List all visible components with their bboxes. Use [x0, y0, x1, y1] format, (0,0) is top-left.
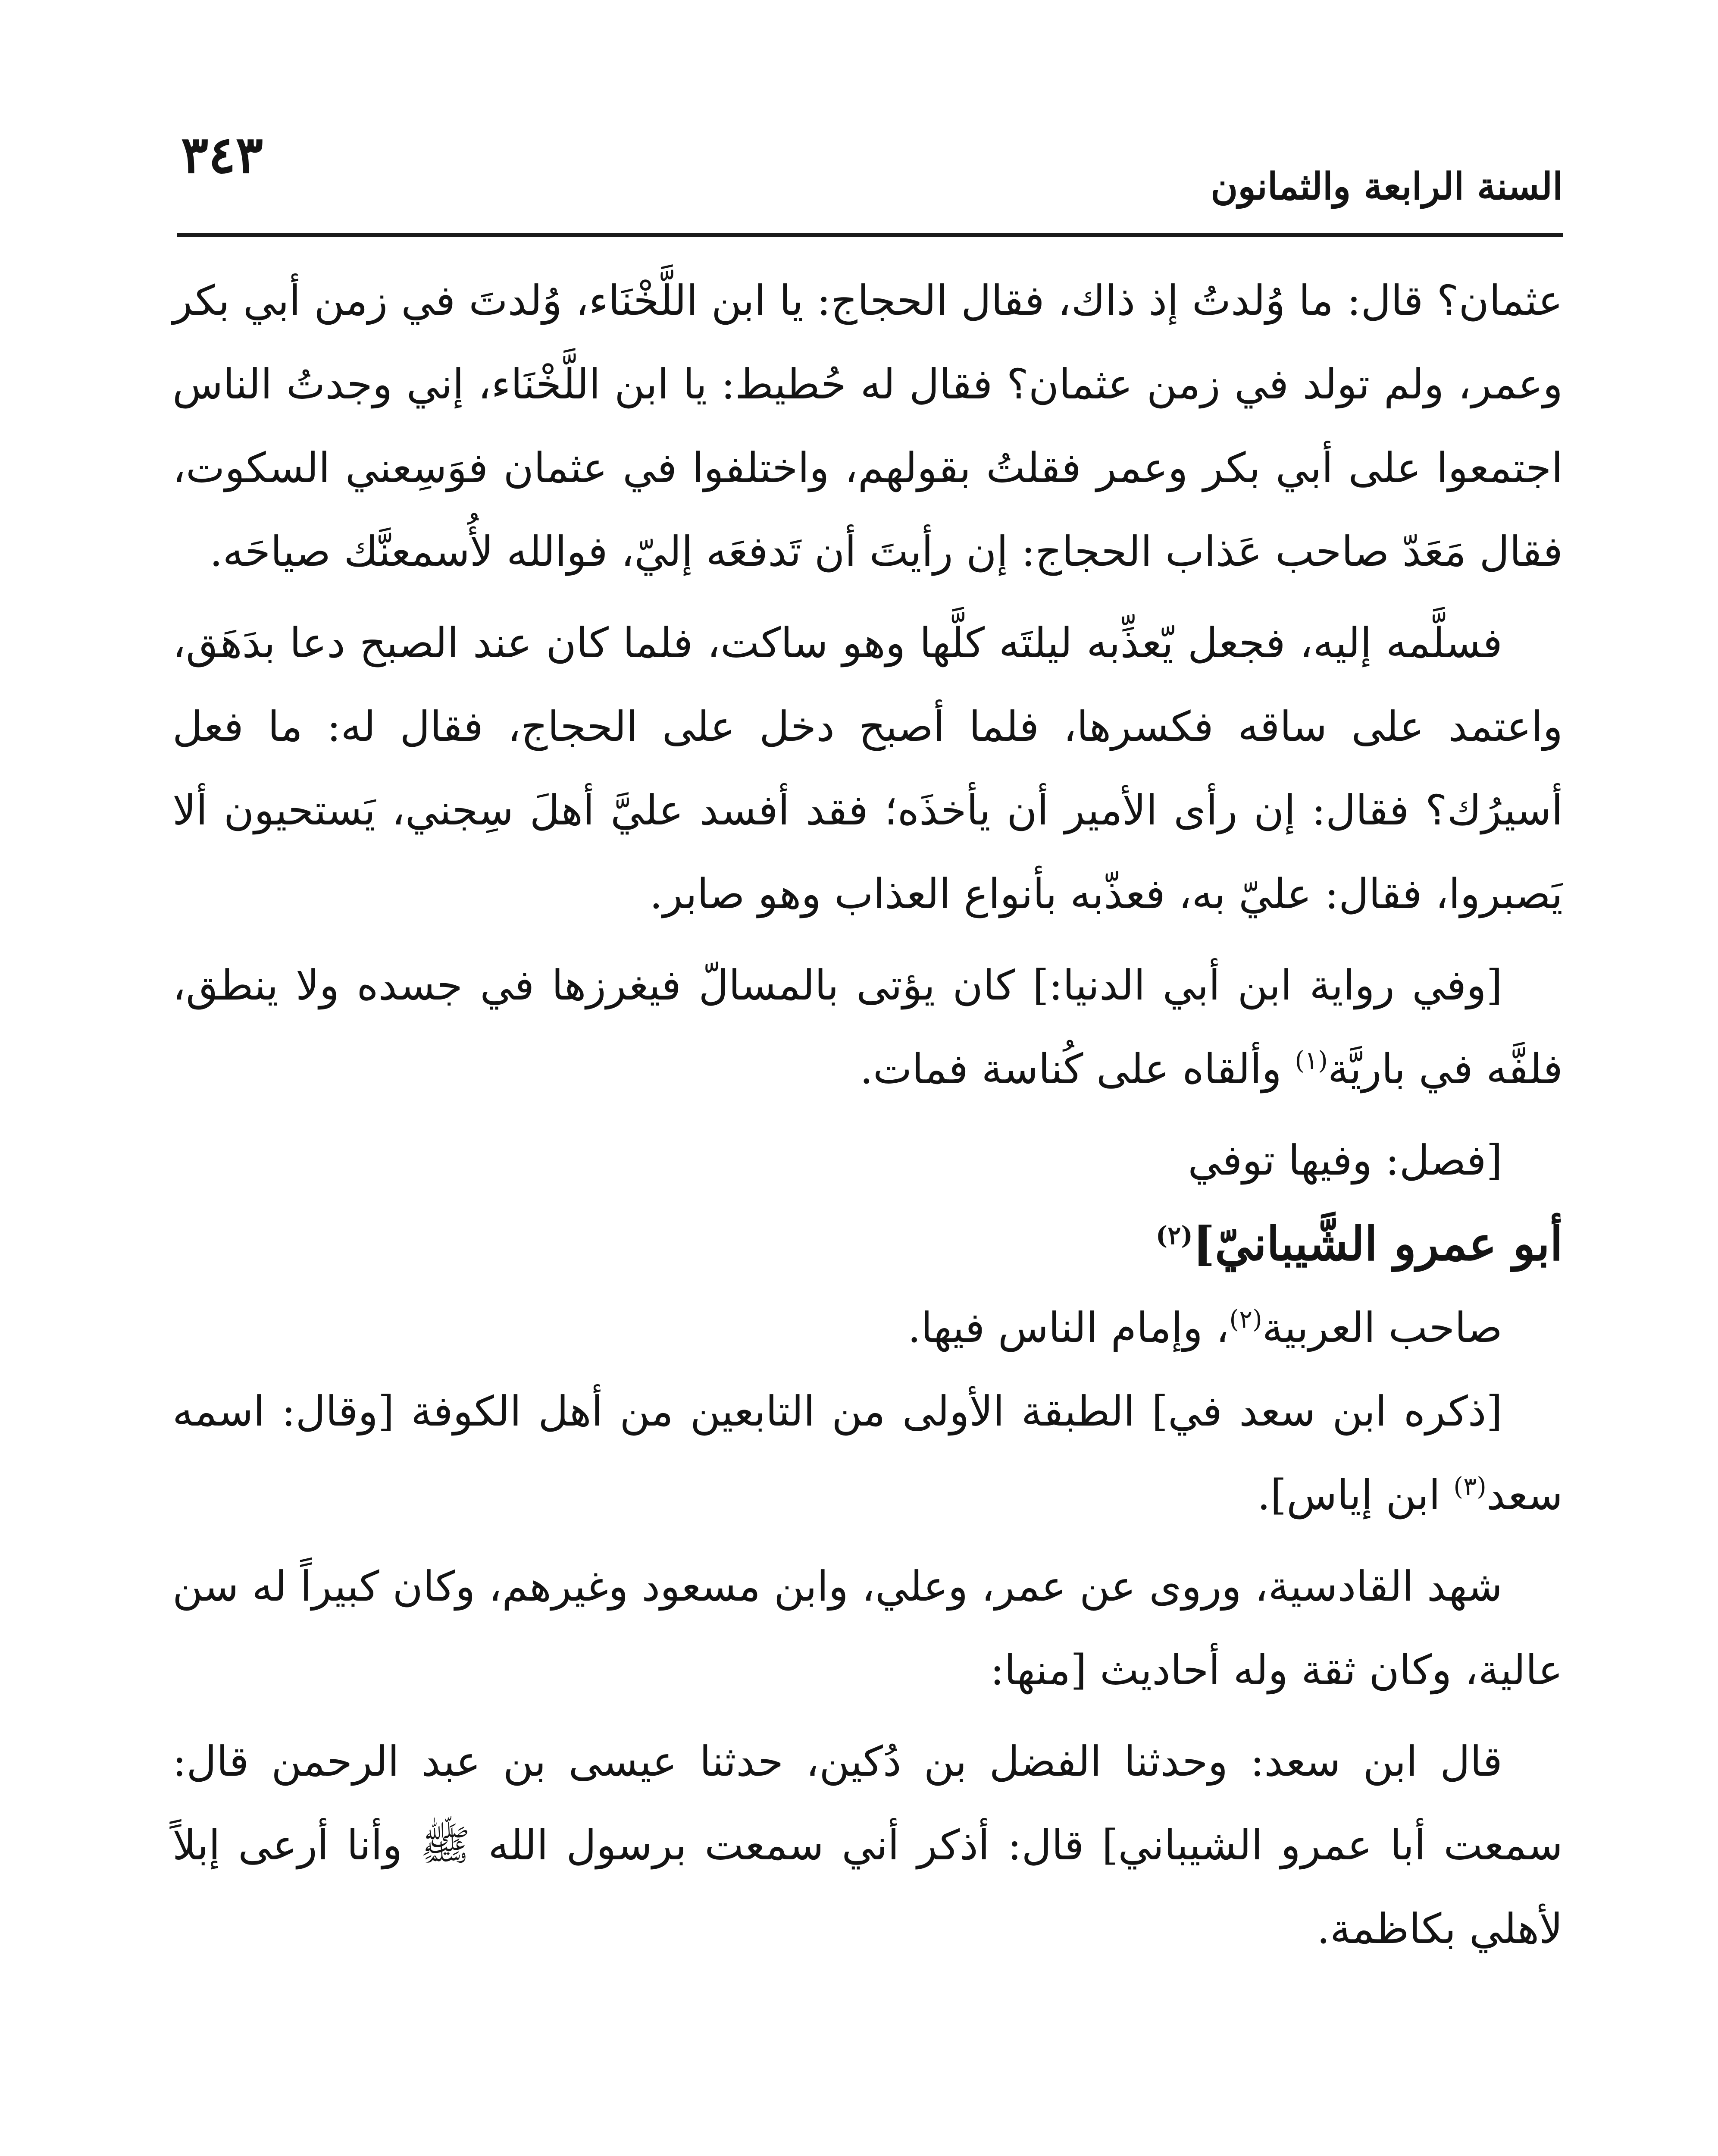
page-number: ٣٤٣: [181, 125, 263, 185]
main-text: [172, 259, 1563, 1971]
paragraph-5: [172, 1286, 1563, 1369]
footnote-ref-1: (١): [1295, 1046, 1328, 1075]
section-title-text: أبو عمرو الشَّيبانيّ]: [1192, 1217, 1563, 1271]
paragraph-3: [172, 943, 1563, 1111]
footnote-ref-3: (٣): [1453, 1472, 1486, 1501]
paragraph-6-text: [ذكره ابن سعد في] الطبقة الأولى من التابعين من أهل الكوفة [وقال: اسمه سعد: [172, 1387, 1563, 1519]
section-title: [172, 1202, 1563, 1286]
running-title: السنة الرابعة والثمانون: [1211, 165, 1563, 208]
paragraph-1: عثمان؟ قال: ما وُلدتُ إذ ذاك، فقال الحجاج: يا ابن اللَّخْنَاء، وُلدتَ في زمن أبي بكر وعمر، ولم تولد في زمن عثمان؟ فقال له حُطيط: يا ابن اللَّخْنَاء، إني وجدتُ الناس اجتمعوا على أبي بكر وعمر فقلتُ بقولهم، واختلفوا في عثمان فوَسِعني السكوت، فقال مَعَدّ صاحب عَذاب الحجاج: إن رأيتَ أن تَدفعَه إليّ، فوالله لأُسمعنَّك صياحَه.: [172, 276, 1563, 576]
paragraph-3-tail: وألقاه على كُناسة فمات.: [860, 1045, 1282, 1093]
paragraph-3-text: [وفي رواية ابن أبي الدنيا:] كان يؤتى بالمسالّ فيغرزها في جسده ولا ينطق، فلفَّه في باريَّة: [172, 961, 1563, 1093]
paragraph-6-tail: ابن إياس].: [1257, 1471, 1440, 1519]
paragraph-6: [172, 1369, 1563, 1537]
paragraph-2: فسلَّمه إليه، فجعل يّعذِّبه ليلتَه كلَّها وهو ساكت، فلما كان عند الصبح دعا بدَهَق، واعتمد على ساقه فكسرها، فلما أصبح دخل على الحجاج، فقال له: ما فعل أسيرُك؟ فقال: إن رأى الأمير أن يأخذَه؛ فقد أفسد عليَّ أهلَ سِجني، يَستحيون ألا يَصبروا، فقال: عليّ به، فعذّبه بأنواع العذاب وهو صابر.: [172, 619, 1563, 918]
footnote-ref-2: (٢): [1155, 1221, 1193, 1250]
paragraph-4: [فصل: وفيها توفي: [1188, 1136, 1502, 1185]
header-rule: [177, 233, 1563, 237]
paragraph-7: شهد القادسية، وروى عن عمر، وعلي، وابن مسعود وغيرهم، وكان كبيراً له سن عالية، وكان ثقة وله أحاديث [منها:: [172, 1562, 1563, 1694]
paragraph-8: قال ابن سعد: وحدثنا الفضل بن دُكين، حدثنا عيسى بن عبد الرحمن قال: سمعت أبا عمرو الشيباني] قال: أذكر أني سمعت برسول الله ﷺ وأنا أرعى إبلاً لأهلي بكاظمة.: [172, 1737, 1563, 1953]
footnote-ref-2b: (٢): [1229, 1304, 1262, 1334]
paragraph-5-tail: ، وإمام الناس فيها.: [908, 1304, 1230, 1352]
paragraph-5-text: صاحب العربية: [1262, 1304, 1502, 1352]
